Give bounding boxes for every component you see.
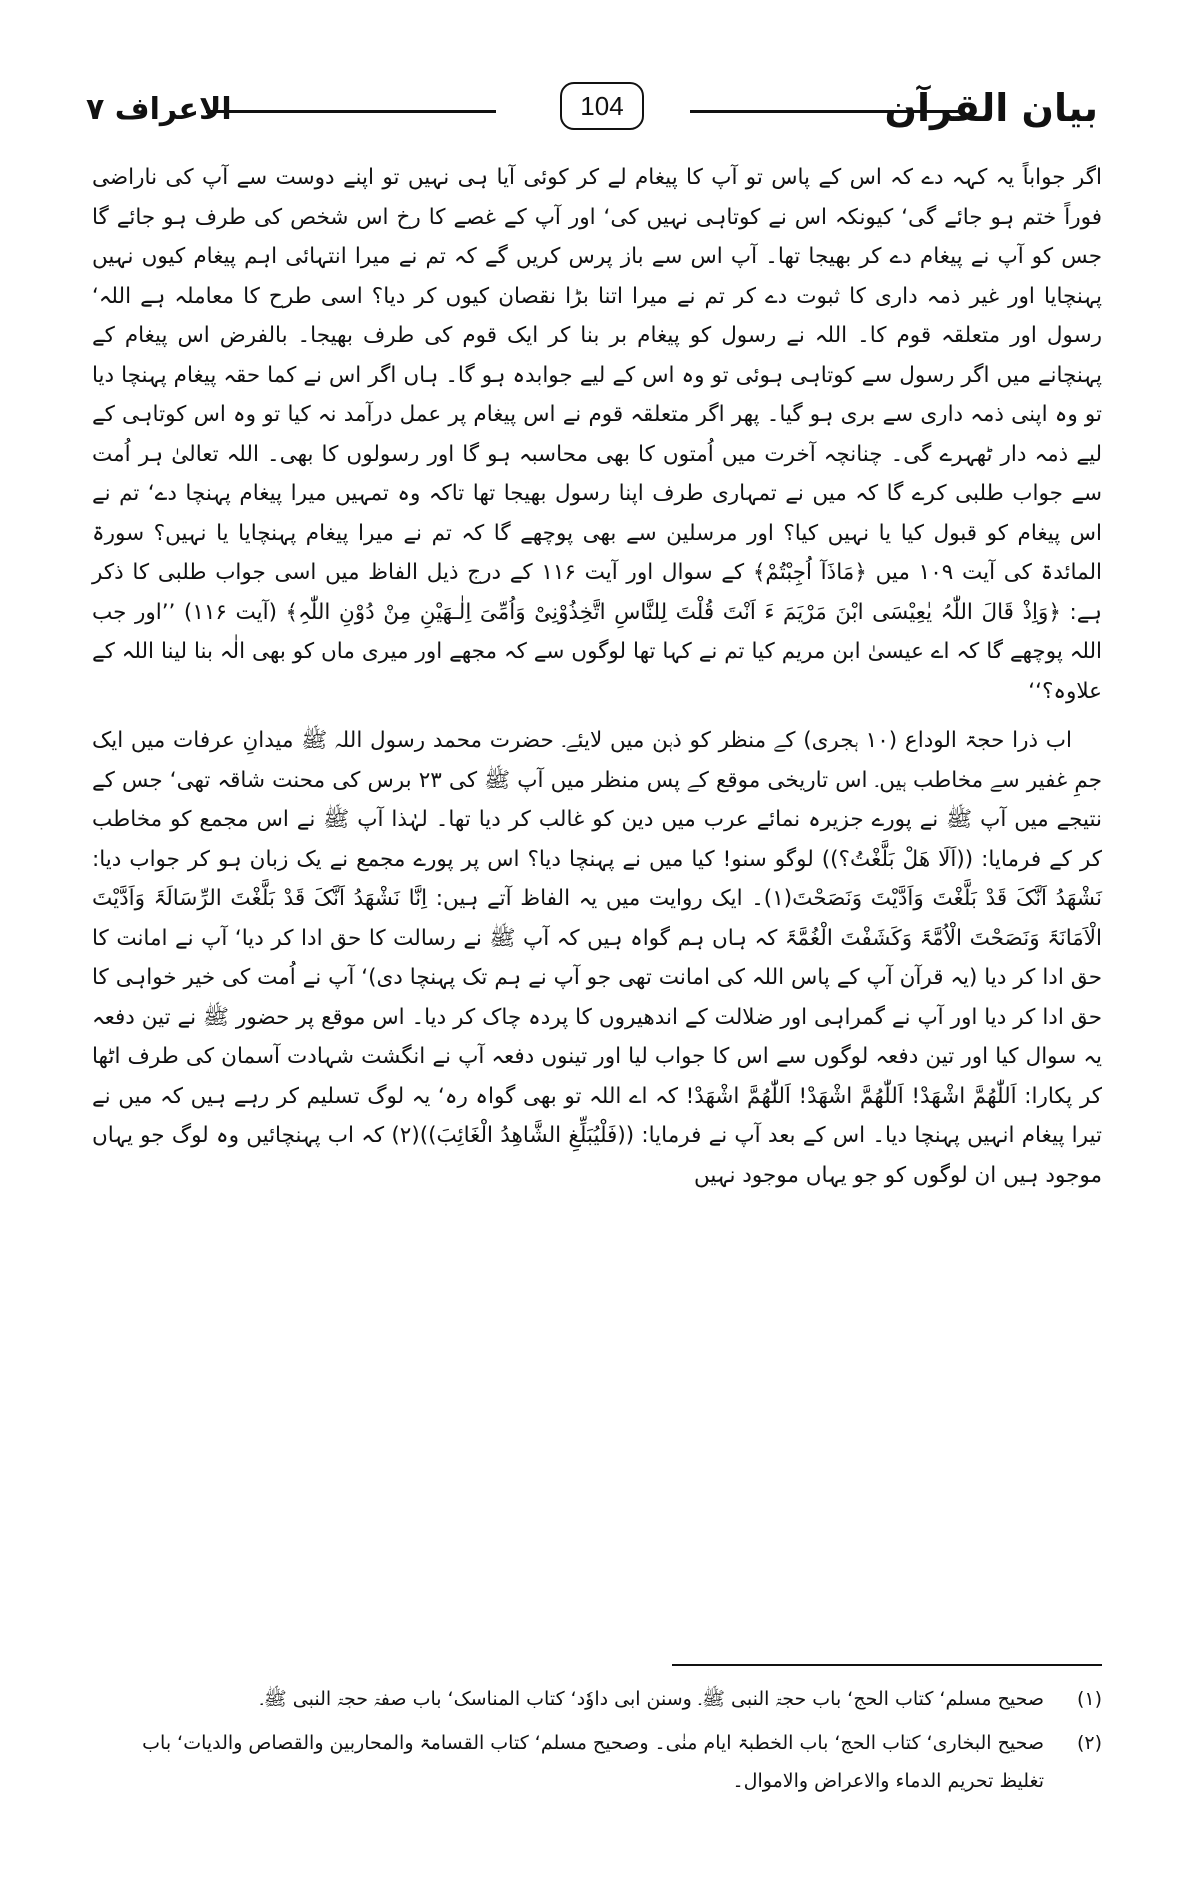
footnote-1 [92,1680,1102,1718]
footnote-divider [672,1664,1102,1666]
footnote-2-text: صحیح البخاری‘ کتاب الحج‘ باب الخطبۃ ایام منٰی۔ وصحیح مسلم‘ کتاب القسامۃ والمحاربین والقصاص والدیات‘ باب تغلیظ تحریم الدماء والاعراض والاموال۔ [142,1732,1044,1792]
page-header [86,80,1098,140]
paragraph-1: اگر جواباً یہ کہہ دے کہ اس کے پاس تو آپ کا پیغام لے کر کوئی آیا ہی نہیں تو اپنے دوست سے آپ کی ناراضی فوراً ختم ہو جائے گی‘ کیونکہ اس نے کوتاہی نہیں کی‘ اور آپ کے غصے کا رخ اس شخص کی طرف ہو جائے گا جس کو آپ نے پیغام دے کر بھیجا تھا۔ آپ اس سے باز پرس کریں گے کہ تم نے میرا انتہائی اہم پیغام کیوں نہیں پہنچایا اور غیر ذمہ داری کا ثبوت دے کر تم نے میرا اتنا بڑا نقصان کیوں کر دیا؟ اسی طرح کا معاملہ ہے اللہ‘ رسول اور متعلقہ قوم کا۔ اللہ نے رسول کو پیغام بر بنا کر ایک قوم کی طرف بھیجا۔ بالفرض اس پیغام کے پہنچانے میں اگر رسول سے کوتاہی ہوئی تو وہ اس کے لیے جوابدہ ہو گا۔ ہاں اگر اس نے کما حقہ پیغام پہنچا دیا تو وہ اپنی ذمہ داری سے بری ہو گیا۔ پھر اگر متعلقہ قوم نے اس پیغام پر عمل درآمد نہ کیا تو وہ اس کوتاہی کے لیے ذمہ دار ٹھہرے گی۔ چنانچہ آخرت میں اُمتوں کا بھی محاسبہ ہو گا اور رسولوں کا بھی۔ اللہ تعالیٰ ہر اُمت سے جواب طلبی کرے گا کہ میں نے تمہاری طرف اپنا رسول بھیجا تھا تاکہ وہ تمہیں میرا پیغام پہنچا دے‘ تم نے اس پیغام کو قبول کیا یا نہیں کیا؟ اور مرسلین سے بھی پوچھے گا کہ تم نے میرا پیغام پہنچایا یا نہیں؟ سورۃ المائدۃ کی آیت ۱۰۹ میں ﴿مَاذَآ اُجِبْتُمْ﴾ کے سوال اور آیت ۱۱۶ کے درج ذیل الفاظ میں اسی جواب طلبی کا ذکر ہے: ﴿وَاِذْ قَالَ اللّٰہُ یٰعِیْسَی ابْنَ مَرْیَمَ ءَ اَنْتَ قُلْتَ لِلنَّاسِ اتَّخِذُوْنِیْ وَاُمِّیَ اِلٰـھَیْنِ مِنْ دُوْنِ اللّٰہِ﴾ (آیت ۱۱۶) ’’اور جب اللہ پوچھے گا کہ اے عیسیٰ ابن مریم کیا تم نے کہا تھا لوگوں سے کہ مجھے اور میری ماں کو بھی الٰہ بنا لینا اللہ کے علاوہ؟‘‘ [92,165,1102,704]
footnotes [92,1680,1102,1806]
main-text [92,158,1102,1195]
paragraph-2: اب ذرا حجۃ الوداع (۱۰ ہجری) کے منظر کو ذہن میں لایئے۔ حضرت محمد رسول اللہ ﷺ میدانِ عرفات میں ایک جمِ غفیر سے مخاطب ہیں۔ اس تاریخی موقع کے پس منظر میں آپ ﷺ کی ۲۳ برس کی محنت شاقہ تھی‘ جس کے نتیجے میں آپ ﷺ نے پورے جزیرہ نمائے عرب میں دین کو غالب کر دیا تھا۔ لہٰذا آپ ﷺ نے اس مجمع کو مخاطب کر کے فرمایا: ((اَلَا ھَلْ بَلَّغْتُ؟)) لوگو سنو! کیا میں نے پہنچا دیا؟ اس پر پورے مجمع نے یک زبان ہو کر جواب دیا: نَشْھَدُ اَنَّکَ قَدْ بَلَّغْتَ وَاَدَّیْتَ وَنَصَحْتَ(۱)۔ ایک روایت میں یہ الفاظ آتے ہیں: اِنَّا نَشْھَدُ اَنَّکَ قَدْ بَلَّغْتَ الرِّسَالَۃَ وَاَدَّیْتَ الْاَمَانَۃَ وَنَصَحْتَ الْاُمَّۃَ وَکَشَفْتَ الْغُمَّۃَ کہ ہاں ہم گواہ ہیں کہ آپ ﷺ نے رسالت کا حق ادا کر دیا‘ آپ نے امانت کا حق ادا کر دیا (یہ قرآن آپ کے پاس اللہ کی امانت تھی جو آپ نے ہم تک پہنچا دی)‘ آپ نے اُمت کی خیر خواہی کا حق ادا کر دیا اور آپ نے گمراہی اور ضلالت کے اندھیروں کا پردہ چاک کر دیا۔ اس موقع پر حضور ﷺ نے تین دفعہ یہ سوال کیا اور تین دفعہ لوگوں سے اس کا جواب لیا اور تینوں دفعہ آپ نے انگشت شہادت آسمان کی طرف اٹھا کر پکارا: اَللّٰھُمَّ اشْھَدْ! اَللّٰھُمَّ اشْھَدْ! اَللّٰھُمَّ اشْھَدْ! کہ اے اللہ تو بھی گواہ رہ‘ یہ لوگ تسلیم کر رہے ہیں کہ میں نے تیرا پیغام انہیں پہنچا دیا۔ اس کے بعد آپ نے فرمایا: ((فَلْیُبَلِّغِ الشَّاھِدُ الْغَائِبَ))(۲) کہ اب پہنچائیں وہ لوگ جو یہاں موجود ہیں ان لوگوں کو جو یہاں موجود نہیں [92,728,1103,1188]
surah-title: الاعراف ۷ [86,92,232,127]
page-number: 104 [580,91,624,121]
book-title: بیان القرآن [884,86,1098,130]
footnote-2 [92,1724,1102,1800]
header-rule-left [206,110,496,113]
footnote-1-text: صحیح مسلم‘ کتاب الحج‘ باب حجۃ النبی ﷺ۔ وسنن ابی داوٗد‘ کتاب المناسک‘ باب صفۃ حجۃ النبی ﷺ۔ [259,1688,1044,1710]
page-number-frame [560,82,644,130]
footnote-2-marker: (۲) [1076,1732,1102,1754]
header-rule-right [690,110,958,113]
footnote-1-marker: (۱) [1076,1688,1102,1710]
